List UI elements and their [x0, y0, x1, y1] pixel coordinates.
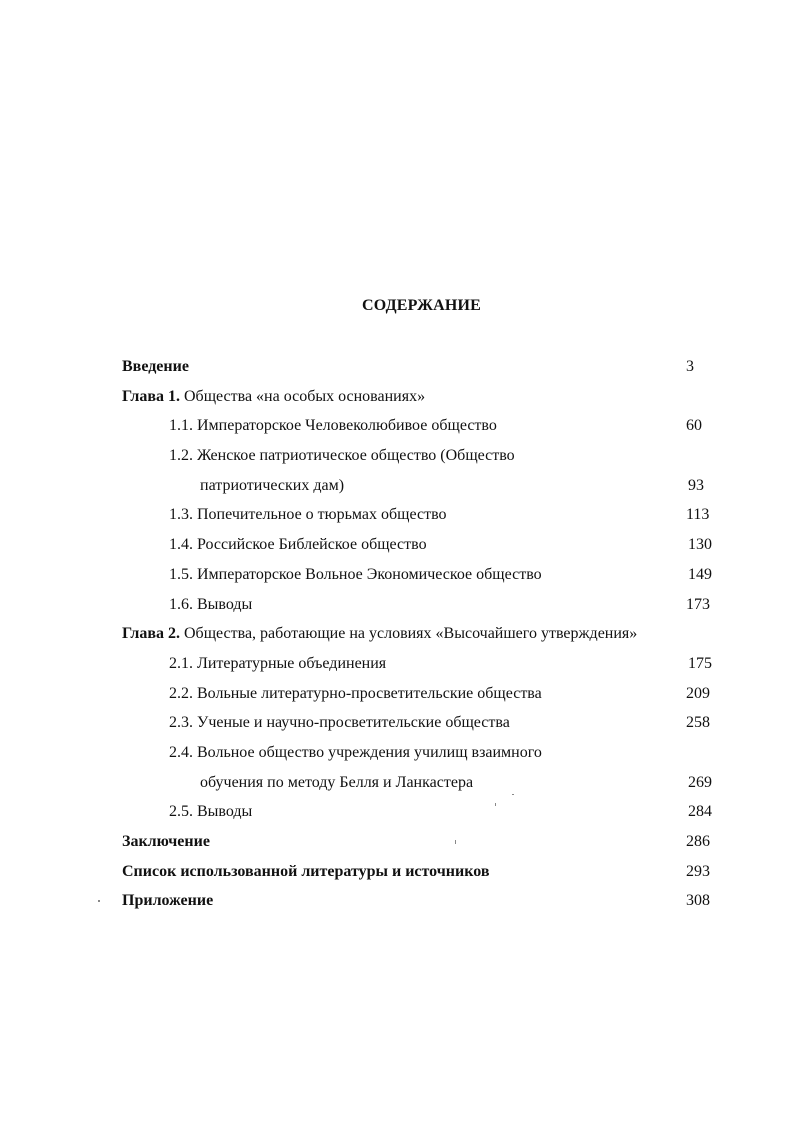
- toc-page-number: 93: [688, 476, 704, 494]
- toc-section-title: 1.6. Выводы: [169, 595, 253, 613]
- toc-entry-introduction: [122, 356, 722, 386]
- toc-entry-section: [122, 415, 722, 445]
- toc-page-number: 60: [686, 417, 702, 435]
- toc-section-title: 1.2. Женское патриотическое общество (Общество: [169, 447, 515, 465]
- toc-section-title: 1.1. Императорское Человеколюбивое общество: [169, 417, 497, 435]
- toc-entry-section: [122, 534, 722, 564]
- toc-chapter-title: Общества «на особых основаниях»: [180, 387, 426, 405]
- toc-page-number: 258: [686, 714, 710, 732]
- toc-entry-section: [122, 712, 722, 742]
- toc-entry-section-continuation: [122, 475, 722, 505]
- toc-page-number: 209: [686, 684, 710, 702]
- toc-entry-appendix: [122, 890, 722, 920]
- toc-entry-conclusion: [122, 831, 722, 861]
- toc-section-title: 1.4. Российское Библейское общество: [169, 536, 427, 554]
- toc-page-number: 284: [688, 803, 712, 821]
- toc-entry-bibliography: [122, 861, 722, 891]
- toc-entry-label: Введение: [122, 358, 189, 375]
- scan-speck: [495, 803, 496, 806]
- toc-chapter-number: Глава 2.: [122, 625, 180, 643]
- toc-entry-section: [122, 445, 722, 475]
- toc-page-number: 293: [686, 862, 710, 880]
- toc-section-title: обучения по методу Белля и Ланкастера: [200, 773, 474, 791]
- toc-page-number: 130: [688, 536, 712, 554]
- scan-speck: [455, 840, 456, 844]
- toc-section-title: 2.3. Ученые и научно-просветительские общества: [169, 714, 510, 732]
- page-title: СОДЕРЖАНИЕ: [361, 297, 482, 314]
- toc-section-title: 1.5. Императорское Вольное Экономическое общество: [169, 565, 542, 583]
- toc-page-number: 308: [686, 892, 710, 910]
- toc-page-number: 3: [686, 358, 694, 375]
- toc-entry-label: Список использованной литературы и источников: [122, 862, 490, 880]
- toc-entry-chapter-1: [122, 386, 722, 416]
- toc-entry-section: [122, 564, 722, 594]
- toc-chapter-title: Общества, работающие на условиях «Высочайшего утверждения»: [180, 625, 638, 643]
- toc-entry-section: [122, 801, 722, 831]
- toc-entry-label: Заключение: [122, 833, 210, 850]
- toc-entry-section: [122, 683, 722, 713]
- toc-section-title: патриотических дам): [200, 476, 345, 494]
- toc-chapter-number: Глава 1.: [122, 387, 180, 405]
- toc-entry-label: Приложение: [122, 892, 214, 910]
- toc-section-title: 1.3. Попечительное о тюрьмах общество: [169, 506, 447, 524]
- table-of-contents: [122, 356, 722, 920]
- scan-speck: [512, 794, 514, 795]
- toc-entry-section-continuation: [122, 772, 722, 802]
- toc-entry-chapter-2: [122, 623, 722, 653]
- toc-page-number: 113: [686, 506, 710, 524]
- toc-entry-section: [122, 742, 722, 772]
- toc-entry-section: [122, 504, 722, 534]
- toc-section-title: 2.2. Вольные литературно-просветительские общества: [169, 684, 542, 702]
- toc-section-title: 2.5. Выводы: [169, 803, 253, 821]
- toc-page-number: 149: [688, 565, 712, 583]
- toc-page-number: 286: [686, 833, 710, 850]
- toc-page-number: 269: [688, 773, 712, 791]
- scan-speck: [98, 900, 100, 902]
- toc-page-number: 173: [686, 595, 710, 613]
- toc-entry-section: [122, 653, 722, 683]
- toc-section-title: 2.4. Вольное общество учреждения училищ взаимного: [169, 743, 542, 761]
- toc-entry-section: [122, 594, 722, 624]
- toc-page-number: 175: [688, 654, 712, 672]
- toc-section-title: 2.1. Литературные объединения: [169, 654, 387, 672]
